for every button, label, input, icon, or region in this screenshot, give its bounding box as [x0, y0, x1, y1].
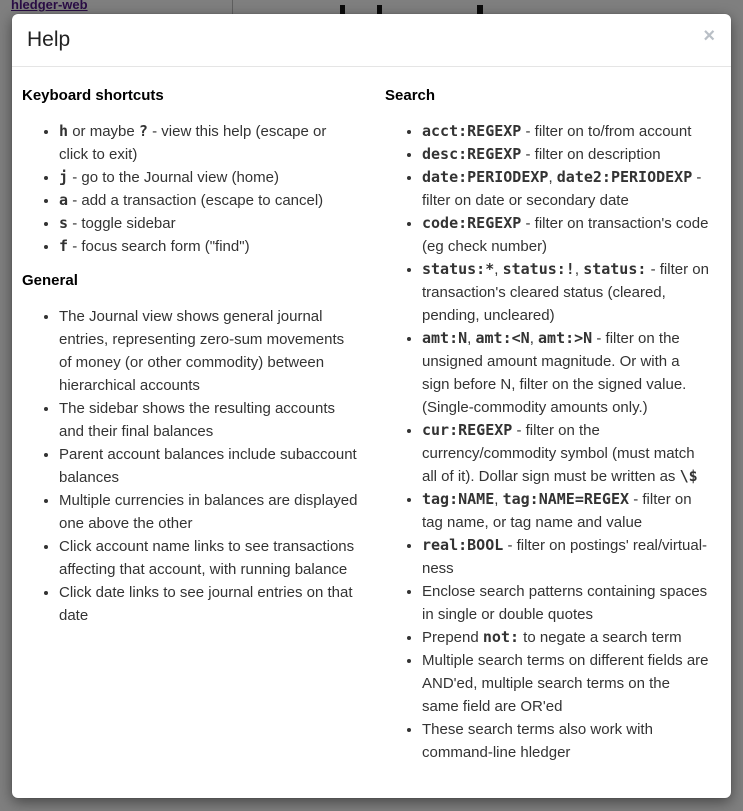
text-fragment: Multiple currencies in balances are displayed one above the other	[59, 492, 358, 532]
code-fragment: h	[59, 122, 69, 140]
text-fragment: Prepend	[422, 629, 483, 646]
text-fragment: ,	[548, 169, 557, 186]
close-button[interactable]	[701, 24, 717, 48]
code-fragment: status:!	[502, 260, 575, 278]
text-fragment: - view this help (escape or click to exit)	[59, 123, 327, 163]
text-fragment: ,	[494, 491, 503, 508]
code-fragment: tag:NAME	[422, 490, 495, 508]
text-fragment: The Journal view shows general journal entries, representing zero-sum movements of money (or other commodity) between hierarchical accounts	[59, 308, 345, 394]
bullet-list	[385, 120, 709, 764]
list-item	[59, 212, 358, 235]
text-fragment: The sidebar shows the resulting accounts and their final balances	[59, 400, 335, 440]
code-fragment: date:PERIODEXP	[422, 168, 549, 186]
list-item	[422, 649, 709, 718]
modal-title: Help	[27, 28, 71, 51]
list-item	[59, 305, 358, 397]
text-fragment: - filter on the unsigned amount magnitude. Or with a sign before N, filter on the signed value. (Single-commodity amounts only.)	[422, 330, 687, 416]
text-fragment: Click date links to see journal entries on that date	[59, 584, 353, 624]
code-fragment: real:BOOL	[422, 536, 504, 554]
code-fragment: desc:REGEXP	[422, 145, 522, 163]
modal-body	[12, 67, 731, 774]
text-fragment: - add a transaction (escape to cancel)	[68, 192, 324, 209]
text-fragment: Parent account balances include subaccount balances	[59, 446, 357, 486]
text-fragment: - filter on postings' real/virtual-ness	[422, 537, 708, 577]
code-fragment: status:*	[422, 260, 495, 278]
section-heading: Keyboard shortcuts	[22, 87, 164, 104]
text-fragment: Multiple search terms on different fields are AND'ed, multiple search terms on the same field are OR'ed	[422, 652, 709, 715]
list-item	[59, 120, 358, 166]
text-fragment: - filter on transaction's cleared status (cleared, pending, uncleared)	[422, 261, 709, 324]
text-fragment: - filter on tag name, or tag name and value	[422, 491, 692, 531]
code-fragment: acct:REGEXP	[422, 122, 522, 140]
text-fragment: Click account name links to see transactions affecting that account, with running balance	[59, 538, 355, 578]
section-heading: General	[22, 272, 78, 289]
code-fragment: status:	[583, 260, 647, 278]
code-fragment: date2:PERIODEXP	[556, 168, 693, 186]
text-fragment: ,	[494, 261, 503, 278]
code-fragment: amt:N	[422, 329, 468, 347]
text-fragment: - filter on date or secondary date	[422, 169, 702, 209]
code-fragment: s	[59, 214, 69, 232]
list-item	[422, 212, 709, 258]
code-fragment: amt:<N	[475, 329, 530, 347]
text-fragment: - focus search form ("find")	[68, 238, 250, 255]
list-item	[422, 626, 709, 649]
list-item	[59, 397, 358, 443]
list-item	[59, 581, 358, 627]
list-item	[59, 443, 358, 489]
right-column	[385, 83, 721, 764]
list-item	[422, 258, 709, 327]
list-item	[59, 489, 358, 535]
list-item	[59, 189, 358, 212]
list-item	[422, 327, 709, 419]
code-fragment: not:	[482, 628, 520, 646]
list-item	[422, 534, 709, 580]
text-fragment: ,	[574, 261, 584, 278]
section-heading: Search	[385, 87, 436, 104]
text-fragment: ,	[529, 330, 539, 347]
modal-header	[12, 14, 731, 67]
code-fragment: code:REGEXP	[422, 214, 522, 232]
list-item	[422, 718, 709, 764]
text-fragment: ,	[467, 330, 476, 347]
bullet-list	[22, 305, 358, 627]
help-modal	[12, 14, 731, 798]
list-item	[422, 419, 709, 488]
text-fragment: - filter on description	[521, 146, 661, 163]
text-fragment: or maybe	[68, 123, 139, 140]
list-item	[422, 580, 709, 626]
code-fragment: f	[59, 237, 69, 255]
text-fragment: - go to the Journal view (home)	[68, 169, 279, 186]
list-item	[59, 535, 358, 581]
text-fragment: - filter on to/from account	[521, 123, 692, 140]
code-fragment: cur:REGEXP	[422, 421, 513, 439]
code-fragment: ?	[138, 122, 148, 140]
list-item	[422, 120, 709, 143]
list-item	[59, 235, 358, 258]
text-fragment: - filter on the currency/commodity symbol (must match all of it). Dollar sign must be written as	[422, 422, 695, 485]
text-fragment: Enclose search patterns containing spaces in single or double quotes	[422, 583, 708, 623]
text-fragment: - toggle sidebar	[68, 215, 176, 232]
left-column	[22, 83, 385, 764]
code-fragment: tag:NAME=REGEX	[502, 490, 630, 508]
list-item	[422, 143, 709, 166]
list-item	[59, 166, 358, 189]
close-icon: ×	[703, 25, 715, 47]
bullet-list	[22, 120, 358, 258]
code-fragment: amt:>N	[538, 329, 593, 347]
code-fragment: \$	[679, 467, 698, 485]
code-fragment: a	[59, 191, 69, 209]
text-fragment: - filter on transaction's code (eg check number)	[422, 215, 709, 255]
list-item	[422, 488, 709, 534]
list-item	[422, 166, 709, 212]
text-fragment: These search terms also work with command-line hledger	[422, 721, 653, 761]
text-fragment: to negate a search term	[519, 629, 682, 646]
code-fragment: j	[59, 168, 69, 186]
